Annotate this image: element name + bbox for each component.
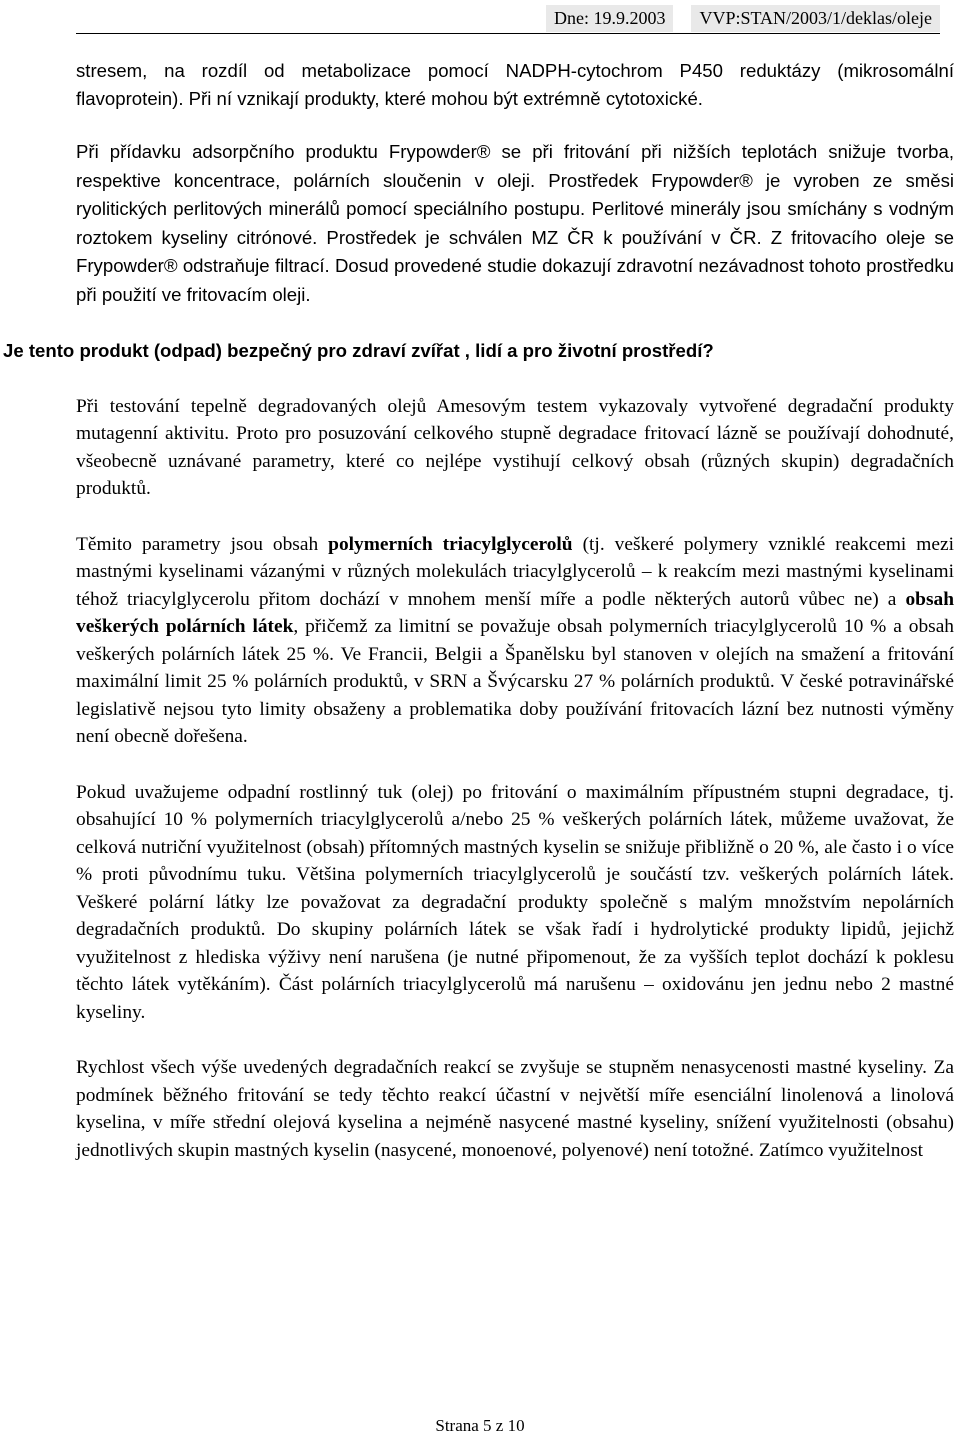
header-reference: VVP:STAN/2003/1/deklas/oleje [691, 5, 940, 32]
page-number: Strana 5 z 10 [435, 1416, 525, 1435]
paragraph-frypowder-text: Při přídavku adsorpčního produktu Frypowder® se při fritování při nižších teplotách snižuje tvorba, respektive koncentrace, polárních sloučenin v oleji. Prostředek Frypowder® je vyroben ze směsi ryolitických perlitových minerálů pomocí speciálního postupu. Perlitové minerály jsou smíchány s vodným roztokem kyseliny citrónové. Prostředek je schválen MZ ČR k používání v ČR. Z fritovacího oleje se Frypowder® odstraňuje filtrací. Dosud provedené studie dokazují zdravotní nezávadnost tohoto prostředku při použití ve fritovacím oleji. [76, 141, 954, 305]
header-rule [76, 33, 940, 34]
header-date: Dne: 19.9.2003 [546, 5, 674, 32]
paragraph-frypowder [76, 138, 954, 309]
paragraph-reaction-rate: Rychlost všech výše uvedených degradačních reakcí se zvyšuje se stupněm nenasycenosti mastné kyseliny. Za podmínek běžného fritování se tedy těchto reakcí účastní v největší míře esenciální linolenová a linolová kyselina, v míře střední olejová kyselina a nejméně nasycené mastné kyseliny, snížení využitelnosti (obsahu) jednotlivých skupin mastných kyselin (nasycené, monoenové, polyenové) není totožné. Zatímco využitelnost [76, 1057, 954, 1161]
page-header [528, 2, 940, 32]
paragraph-ames-test: Při testování tepelně degradovaných olejů Amesovým testem vykazovaly vytvořené degradační produkty mutagenní aktivitu. Proto pro posuzování celkového stupně degradace fritovací lázně se používají dohodnuté, všeobecně uznávané parametry, které co nejlépe vystihují celkový obsah (různých skupin) degradačních produktů. [76, 395, 954, 499]
paragraph-continuation: stresem, na rozdíl od metabolizace pomocí NADPH-cytochrom P450 reduktázy (mikrosomální flavoprotein). Při ní vznikají produkty, které mohou být extrémně cytotoxické. [76, 60, 954, 109]
parameters-text-a: Těmito parametry jsou obsah [76, 533, 329, 555]
parameters-bold-polymers: polymerních triacylglycerolů [328, 533, 573, 555]
parameters-text-c: (tj. veškeré polymery vzniklé reakcemi mezi mastnými kyselinami vázanými v různých molekulách triacylglycerolů – k reakcím mezi mastnými kyselinami téhož triacylglycerolu přitom dochází v mnohem menší míře a podle některých autorů vůbec ne) a [76, 533, 954, 610]
paragraph-parameters [76, 531, 954, 751]
parameters-bold-polar: obsah veškerých polárních látek [76, 588, 954, 637]
section-question-heading: Je tento produkt (odpad) bezpečný pro zdraví zvířat , lidí a pro životní prostředí? [3, 340, 714, 361]
parameters-text-d: , přičemž za limitní se považuje obsah polymerních triacylglycerolů 10 % a obsah veškerých polárních látek 25 %. Ve Francii, Belgii a Španělsku byl stanoven v olejích na smažení a fritování maximální limit 25 % polárních produktů, v SRN a Švýcarsku 27 % polárních produktů. V české potravinářské legislativě nejsou tyto limity obsaženy a problematika doby používání fritovacích lázní bez nutnosti výměny není obecně dořešena. [76, 616, 954, 747]
document-body [3, 57, 954, 1164]
paragraph-waste-oil: Pokud uvažujeme odpadní rostlinný tuk (olej) po fritování o maximálním přípustném stupni degradace, tj. obsahující 10 % polymerních triacylglycerolů a/nebo 25 % veškerých polárních látek, můžeme uvažovat, že celková nutriční využitelnost (obsah) přítomných mastných kyselin se snižuje přibližně o 20 %, ale často i o více % proti původnímu tuku. Většina polymerních triacylglycerolů je součástí tzv. veškerých polárních látek. Veškeré polární látky lze považovat za degradační produkty společně s malým množstvím nepolárních degradačních produktů. Do skupiny polárních látek se však řadí i hydrolytické produkty lipidů, jejichž využitelnost z hlediska výživy není narušena (je nutné připomenout, že za vyšších teplot dochází k poklesu těchto látek vytěkáním). Část polárních triacylglycerolů má narušenu – oxidovánu jen jednu nebo 2 mastné kyseliny. [76, 781, 954, 1023]
